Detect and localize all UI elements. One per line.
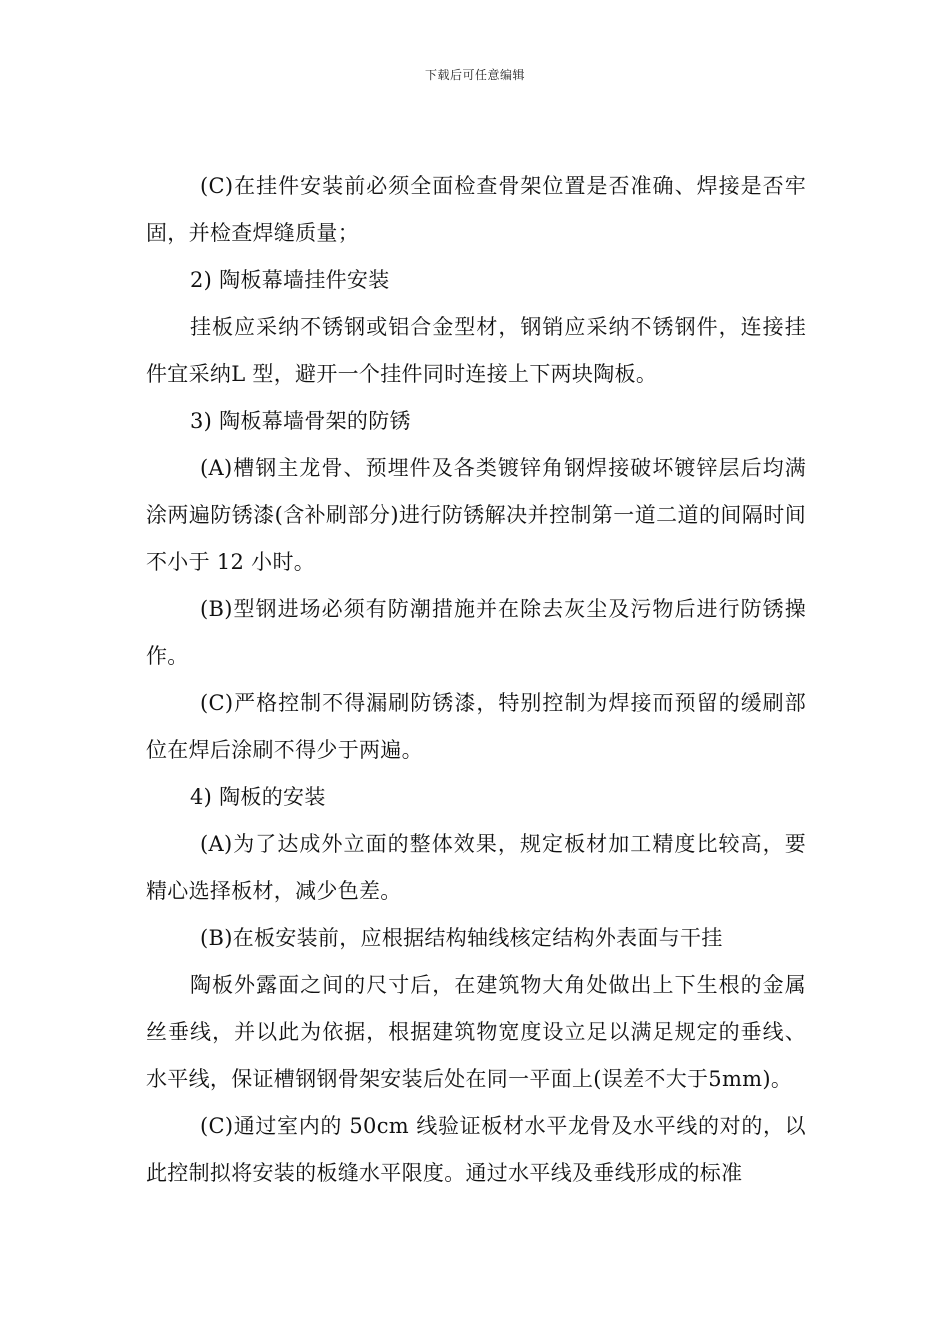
paragraph-a-precision: (A)为了达成外立面的整体效果，规定板材加工精度比较高，要精心选择板材，减少色差。: [146, 832, 806, 903]
paragraph-b-moisture: (B)型钢进场必须有防潮措施并在除去灰尘及污物后进行防锈操作。: [146, 597, 806, 668]
paragraph-c-inspect-frame: (C)在挂件安装前必须全面检查骨架位置是否准确、焊接是否牢固，并检查焊缝质量；: [146, 174, 806, 245]
paragraph-a-rust-paint: (A)槽钢主龙骨、预埋件及各类镀锌角钢焊接破坏镀锌层后均满涂两遍防锈漆(含补刷部分)进行防锈解决并控制第一道二道的间隔时间不小于 12 小时。: [146, 456, 806, 574]
document-body: [146, 163, 806, 1197]
paragraph-plumb-lines: 陶板外露面之间的尺寸后，在建筑物大角处做出上下生根的金属丝垂线，并以此为依据，根据建筑物宽度设立足以满足规定的垂线、水平线，保证槽钢钢骨架安装后处在同一平面上(误差不大于5mm)。: [146, 973, 806, 1091]
paragraph-c-level-line: (C)通过室内的 50cm 线验证板材水平龙骨及水平线的对的，以此控制拟将安装的板缝水平限度。通过水平线及垂线形成的标准: [146, 1114, 806, 1185]
section-heading-3: 3) 陶板幕墙骨架的防锈: [190, 409, 411, 433]
section-heading-2: 2) 陶板幕墙挂件安装: [190, 268, 390, 292]
paragraph-hanger-material: 挂板应采纳不锈钢或铝合金型材，钢销应采纳不锈钢件，连接挂件宜采纳L 型，避开一个挂件同时连接上下两块陶板。: [146, 315, 806, 386]
page-header: 下载后可任意编辑: [424, 68, 525, 82]
paragraph-c-no-missed-paint: (C)严格控制不得漏刷防锈漆，特别控制为焊接而预留的缓刷部位在焊后涂刷不得少于两遍。: [146, 691, 806, 762]
paragraph-b-before-install: (B)在板安装前，应根据结构轴线核定结构外表面与干挂: [200, 926, 723, 950]
section-heading-4: 4) 陶板的安装: [190, 785, 326, 809]
